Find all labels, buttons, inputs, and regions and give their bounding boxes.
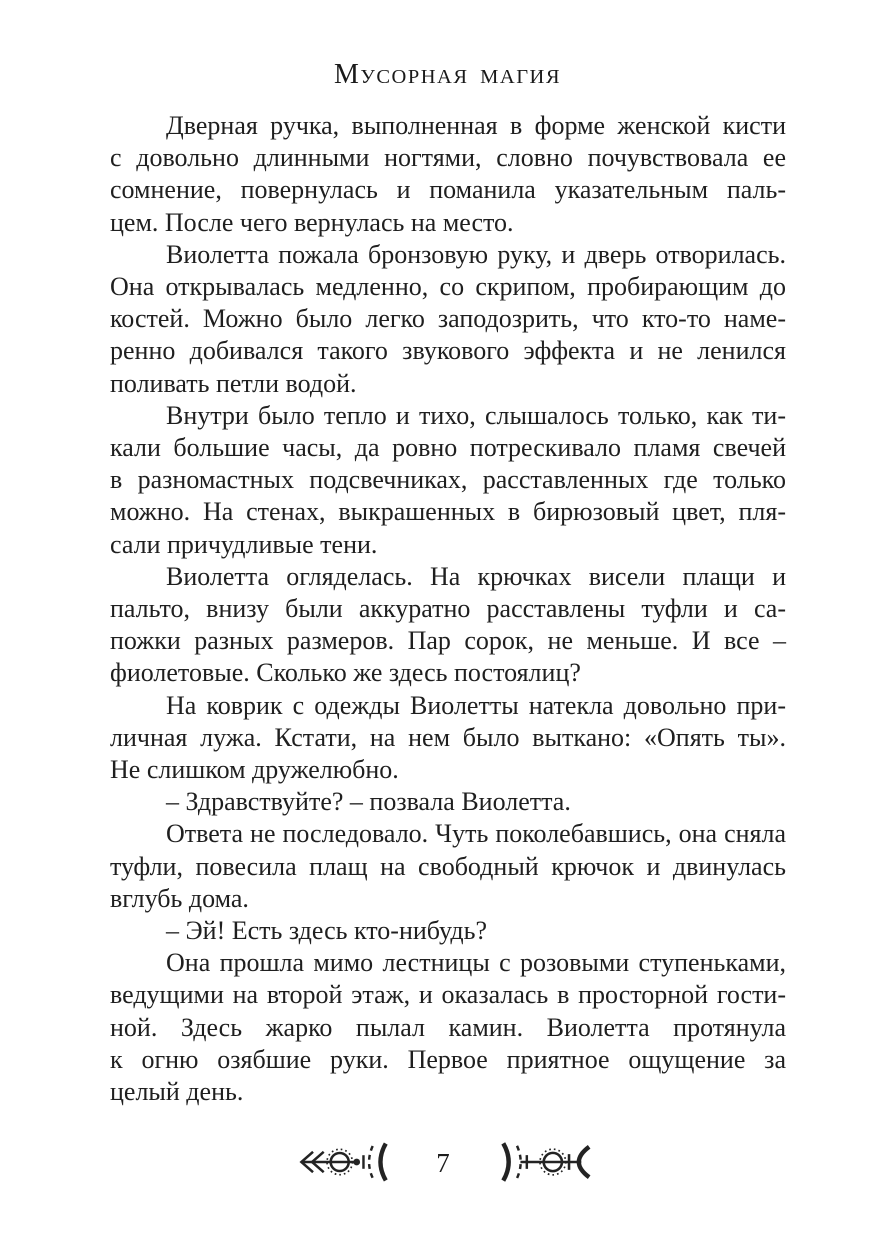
footer-right-ornament-icon [491,1139,597,1185]
running-title-initial: М [333,59,361,90]
text-line: Дверная ручка, выполненная в форме женской кисти [166,111,786,140]
text-line: сомнение, повернулась и поманила указательным паль- [110,175,786,205]
paragraph [110,818,786,915]
paragraph [110,915,786,947]
text-line: к огню озябшие руки. Первое приятное ощущение за [110,1044,786,1074]
text-line: вглубь дома. [110,883,249,913]
text-line: – Эй! Есть здесь кто-нибудь? [166,916,488,946]
text-line: костей. Можно было легко заподозрить, что кто-то наме- [110,304,786,334]
text-line: ведущими на второй этаж, и оказалась в просторной гости- [110,980,786,1010]
text-line: Она открывалась медленно, со скрипом, пробирающим до [110,272,786,302]
paragraph [110,786,786,818]
paragraph [110,561,786,690]
text-line: – Здравствуйте? – позвала Виолетта. [166,787,571,817]
text-line: личная лужа. Кстати, на нем было выткано: «Опять ты». [110,722,786,752]
text-line: кали большие часы, да ровно потрескивало пламя свечей [110,433,786,463]
text-line: с довольно длинными ногтями, словно почувствовала ее [110,143,786,173]
text-line: поливать петли водой. [110,368,357,398]
text-line: целый день. [110,1077,244,1107]
page-number: 7 [436,1147,450,1178]
running-title [0,58,895,96]
text-line: Не слишком дружелюбно. [110,755,399,785]
text-line: Ответа не последовало. Чуть поколебавшись, она сняла [166,819,786,849]
paragraph [110,239,786,400]
running-title-rest: УСОРНАЯ МАГИЯ [360,66,562,88]
page-footer [0,1136,895,1188]
text-line: пожки разных размеров. Пар сорок, не меньше. И все – [110,626,786,656]
text-line: сали причудливые тени. [110,529,378,559]
text-block [110,110,786,1108]
text-line: цем. После чего вернулась на место. [110,207,514,237]
text-line: фиолетовые. Сколько же здесь постоялиц? [110,658,581,688]
paragraph [110,110,786,239]
paragraph [110,400,786,561]
text-line: можно. На стенах, выкрашенных в бирюзовый цвет, пля- [110,497,786,527]
text-line: в разномастных подсвечниках, расставленных где только [110,465,786,495]
footer-left-ornament-icon [298,1139,395,1185]
text-line: Внутри было тепло и тихо, слышалось только, как ти- [166,400,786,430]
text-line: туфли, повесила плащ на свободный крючок и двинулась [110,851,786,881]
text-line: Виолетта огляделась. На крючках висели плащи и [166,561,786,591]
text-line: Виолетта пожала бронзовую руку, и дверь отворилась. [166,239,786,269]
text-line: Она прошла мимо лестницы с розовыми ступеньками, [166,948,786,978]
text-line: пальто, внизу были аккуратно расставлены туфли и са- [110,594,786,624]
text-line: ной. Здесь жарко пылал камин. Виолетта протянула [110,1012,786,1042]
text-line: ренно добивался такого звукового эффекта и не ленился [110,336,786,366]
text-line: На коврик с одежды Виолетты натекла довольно при- [166,690,786,720]
paragraph [110,947,786,1108]
paragraph [110,690,786,787]
